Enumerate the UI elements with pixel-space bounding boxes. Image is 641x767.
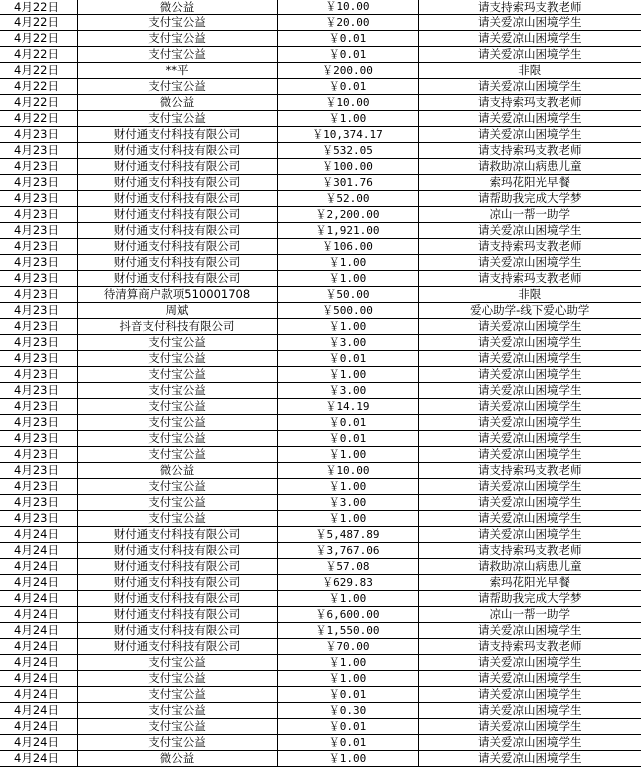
- table-row: [0, 334, 641, 350]
- amount-cell: ￥0.01: [277, 686, 418, 702]
- date-cell: 4月24日: [0, 654, 77, 670]
- amount-cell: ￥301.76: [277, 174, 418, 190]
- project-cell: 请关爱凉山困境学生: [418, 670, 641, 686]
- date-cell: 4月23日: [0, 142, 77, 158]
- payer-cell: 财付通支付科技有限公司: [77, 206, 277, 222]
- payer-cell: 支付宝公益: [77, 334, 277, 350]
- project-cell: 非限: [418, 62, 641, 78]
- table-row: [0, 318, 641, 334]
- payer-cell: 抖音支付科技有限公司: [77, 318, 277, 334]
- payer-cell: 支付宝公益: [77, 654, 277, 670]
- date-cell: 4月23日: [0, 478, 77, 494]
- payer-cell: 支付宝公益: [77, 110, 277, 126]
- date-cell: 4月23日: [0, 446, 77, 462]
- table-row: [0, 606, 641, 622]
- date-cell: 4月22日: [0, 46, 77, 62]
- project-cell: 请支持索玛支教老师: [418, 638, 641, 654]
- payer-cell: 财付通支付科技有限公司: [77, 190, 277, 206]
- project-cell: 请关爱凉山困境学生: [418, 734, 641, 750]
- payer-cell: 微公益: [77, 750, 277, 766]
- table-row: [0, 398, 641, 414]
- project-cell: 请关爱凉山困境学生: [418, 46, 641, 62]
- payer-cell: 支付宝公益: [77, 734, 277, 750]
- date-cell: 4月22日: [0, 0, 77, 14]
- project-cell: 请关爱凉山困境学生: [418, 14, 641, 30]
- table-row: [0, 206, 641, 222]
- payer-cell: 支付宝公益: [77, 382, 277, 398]
- payer-cell: 支付宝公益: [77, 414, 277, 430]
- payer-cell: 支付宝公益: [77, 30, 277, 46]
- project-cell: 请关爱凉山困境学生: [418, 334, 641, 350]
- payer-cell: 周斌: [77, 302, 277, 318]
- table-row: [0, 14, 641, 30]
- table-row: [0, 702, 641, 718]
- project-cell: 索玛花阳光早餐: [418, 174, 641, 190]
- date-cell: 4月24日: [0, 702, 77, 718]
- amount-cell: ￥1.00: [277, 590, 418, 606]
- amount-cell: ￥2,200.00: [277, 206, 418, 222]
- date-cell: 4月24日: [0, 590, 77, 606]
- payer-cell: **平: [77, 62, 277, 78]
- date-cell: 4月22日: [0, 14, 77, 30]
- date-cell: 4月23日: [0, 126, 77, 142]
- payer-cell: 支付宝公益: [77, 494, 277, 510]
- payer-cell: 财付通支付科技有限公司: [77, 526, 277, 542]
- table-row: [0, 0, 641, 14]
- project-cell: 请关爱凉山困境学生: [418, 318, 641, 334]
- table-row: [0, 750, 641, 766]
- date-cell: 4月24日: [0, 542, 77, 558]
- amount-cell: ￥0.01: [277, 350, 418, 366]
- date-cell: 4月23日: [0, 254, 77, 270]
- project-cell: 请支持索玛支教老师: [418, 94, 641, 110]
- amount-cell: ￥70.00: [277, 638, 418, 654]
- date-cell: 4月24日: [0, 686, 77, 702]
- amount-cell: ￥3.00: [277, 382, 418, 398]
- table-row: [0, 94, 641, 110]
- amount-cell: ￥1.00: [277, 510, 418, 526]
- table-row: [0, 510, 641, 526]
- date-cell: 4月22日: [0, 30, 77, 46]
- date-cell: 4月24日: [0, 670, 77, 686]
- payer-cell: 微公益: [77, 462, 277, 478]
- payer-cell: 待清算商户款项510001708: [77, 286, 277, 302]
- amount-cell: ￥52.00: [277, 190, 418, 206]
- project-cell: 请帮助我完成大学梦: [418, 590, 641, 606]
- date-cell: 4月23日: [0, 302, 77, 318]
- amount-cell: ￥106.00: [277, 238, 418, 254]
- payer-cell: 支付宝公益: [77, 46, 277, 62]
- table-row: [0, 302, 641, 318]
- amount-cell: ￥3,767.06: [277, 542, 418, 558]
- date-cell: 4月23日: [0, 462, 77, 478]
- project-cell: 请关爱凉山困境学生: [418, 126, 641, 142]
- payer-cell: 财付通支付科技有限公司: [77, 174, 277, 190]
- project-cell: 请关爱凉山困境学生: [418, 686, 641, 702]
- date-cell: 4月22日: [0, 110, 77, 126]
- amount-cell: ￥10,374.17: [277, 126, 418, 142]
- date-cell: 4月24日: [0, 606, 77, 622]
- project-cell: 请救助凉山病患儿童: [418, 158, 641, 174]
- date-cell: 4月24日: [0, 574, 77, 590]
- amount-cell: ￥10.00: [277, 0, 418, 14]
- table-row: [0, 494, 641, 510]
- payer-cell: 财付通支付科技有限公司: [77, 606, 277, 622]
- payer-cell: 支付宝公益: [77, 478, 277, 494]
- payer-cell: 财付通支付科技有限公司: [77, 542, 277, 558]
- date-cell: 4月23日: [0, 510, 77, 526]
- amount-cell: ￥1.00: [277, 254, 418, 270]
- table-row: [0, 558, 641, 574]
- payer-cell: 财付通支付科技有限公司: [77, 270, 277, 286]
- project-cell: 索玛花阳光早餐: [418, 574, 641, 590]
- payer-cell: 支付宝公益: [77, 510, 277, 526]
- table-row: [0, 670, 641, 686]
- payer-cell: 支付宝公益: [77, 686, 277, 702]
- amount-cell: ￥1,921.00: [277, 222, 418, 238]
- amount-cell: ￥1,550.00: [277, 622, 418, 638]
- project-cell: 请关爱凉山困境学生: [418, 494, 641, 510]
- project-cell: 请关爱凉山困境学生: [418, 526, 641, 542]
- date-cell: 4月23日: [0, 206, 77, 222]
- date-cell: 4月23日: [0, 174, 77, 190]
- project-cell: 请关爱凉山困境学生: [418, 78, 641, 94]
- payer-cell: 财付通支付科技有限公司: [77, 574, 277, 590]
- table-row: [0, 286, 641, 302]
- table-row: [0, 478, 641, 494]
- table-row: [0, 622, 641, 638]
- payer-cell: 微公益: [77, 0, 277, 14]
- project-cell: 请关爱凉山困境学生: [418, 30, 641, 46]
- table-row: [0, 126, 641, 142]
- payer-cell: 支付宝公益: [77, 430, 277, 446]
- project-cell: 请关爱凉山困境学生: [418, 702, 641, 718]
- date-cell: 4月23日: [0, 494, 77, 510]
- project-cell: 请支持索玛支教老师: [418, 542, 641, 558]
- amount-cell: ￥500.00: [277, 302, 418, 318]
- payer-cell: 支付宝公益: [77, 670, 277, 686]
- payer-cell: 支付宝公益: [77, 78, 277, 94]
- date-cell: 4月23日: [0, 158, 77, 174]
- project-cell: 请关爱凉山困境学生: [418, 222, 641, 238]
- project-cell: 请关爱凉山困境学生: [418, 510, 641, 526]
- project-cell: 爱心助学-线下爱心助学: [418, 302, 641, 318]
- amount-cell: ￥1.00: [277, 654, 418, 670]
- table-row: [0, 574, 641, 590]
- date-cell: 4月23日: [0, 318, 77, 334]
- payer-cell: 支付宝公益: [77, 702, 277, 718]
- table-row: [0, 734, 641, 750]
- date-cell: 4月23日: [0, 382, 77, 398]
- table-row: [0, 238, 641, 254]
- amount-cell: ￥0.01: [277, 30, 418, 46]
- project-cell: 请支持索玛支教老师: [418, 0, 641, 14]
- table-row: [0, 190, 641, 206]
- date-cell: 4月23日: [0, 334, 77, 350]
- project-cell: 请关爱凉山困境学生: [418, 366, 641, 382]
- table-row: [0, 110, 641, 126]
- amount-cell: ￥0.01: [277, 718, 418, 734]
- payer-cell: 财付通支付科技有限公司: [77, 558, 277, 574]
- date-cell: 4月24日: [0, 718, 77, 734]
- amount-cell: ￥50.00: [277, 286, 418, 302]
- date-cell: 4月22日: [0, 62, 77, 78]
- date-cell: 4月23日: [0, 190, 77, 206]
- table-row: [0, 46, 641, 62]
- payer-cell: 支付宝公益: [77, 718, 277, 734]
- project-cell: 请关爱凉山困境学生: [418, 350, 641, 366]
- project-cell: 请关爱凉山困境学生: [418, 382, 641, 398]
- amount-cell: ￥1.00: [277, 478, 418, 494]
- payer-cell: 支付宝公益: [77, 366, 277, 382]
- amount-cell: ￥532.05: [277, 142, 418, 158]
- project-cell: 请关爱凉山困境学生: [418, 430, 641, 446]
- project-cell: 请关爱凉山困境学生: [418, 718, 641, 734]
- date-cell: 4月23日: [0, 286, 77, 302]
- project-cell: 请支持索玛支教老师: [418, 142, 641, 158]
- project-cell: 请关爱凉山困境学生: [418, 414, 641, 430]
- amount-cell: ￥0.30: [277, 702, 418, 718]
- project-cell: 请支持索玛支教老师: [418, 270, 641, 286]
- project-cell: 凉山一帮一助学: [418, 606, 641, 622]
- amount-cell: ￥1.00: [277, 110, 418, 126]
- payer-cell: 财付通支付科技有限公司: [77, 158, 277, 174]
- payer-cell: 财付通支付科技有限公司: [77, 638, 277, 654]
- table-row: [0, 350, 641, 366]
- amount-cell: ￥0.01: [277, 414, 418, 430]
- project-cell: 请关爱凉山困境学生: [418, 478, 641, 494]
- table-row: [0, 430, 641, 446]
- amount-cell: ￥1.00: [277, 670, 418, 686]
- project-cell: 非限: [418, 286, 641, 302]
- amount-cell: ￥20.00: [277, 14, 418, 30]
- amount-cell: ￥0.01: [277, 430, 418, 446]
- date-cell: 4月22日: [0, 94, 77, 110]
- date-cell: 4月24日: [0, 638, 77, 654]
- table-row: [0, 30, 641, 46]
- table-row: [0, 174, 641, 190]
- amount-cell: ￥629.83: [277, 574, 418, 590]
- payer-cell: 财付通支付科技有限公司: [77, 238, 277, 254]
- date-cell: 4月24日: [0, 526, 77, 542]
- table-row: [0, 222, 641, 238]
- project-cell: 请帮助我完成大学梦: [418, 190, 641, 206]
- date-cell: 4月23日: [0, 430, 77, 446]
- payer-cell: 财付通支付科技有限公司: [77, 590, 277, 606]
- project-cell: 请关爱凉山困境学生: [418, 398, 641, 414]
- date-cell: 4月23日: [0, 350, 77, 366]
- payer-cell: 微公益: [77, 94, 277, 110]
- table-row: [0, 158, 641, 174]
- date-cell: 4月23日: [0, 366, 77, 382]
- table-row: [0, 542, 641, 558]
- table-row: [0, 270, 641, 286]
- project-cell: 请支持索玛支教老师: [418, 462, 641, 478]
- table-row: [0, 718, 641, 734]
- amount-cell: ￥0.01: [277, 46, 418, 62]
- table-row: [0, 78, 641, 94]
- project-cell: 请关爱凉山困境学生: [418, 654, 641, 670]
- table-row: [0, 654, 641, 670]
- amount-cell: ￥0.01: [277, 78, 418, 94]
- amount-cell: ￥3.00: [277, 494, 418, 510]
- payer-cell: 财付通支付科技有限公司: [77, 622, 277, 638]
- date-cell: 4月24日: [0, 558, 77, 574]
- table-row: [0, 142, 641, 158]
- amount-cell: ￥1.00: [277, 270, 418, 286]
- project-cell: 请救助凉山病患儿童: [418, 558, 641, 574]
- table-row: [0, 254, 641, 270]
- date-cell: 4月23日: [0, 270, 77, 286]
- payer-cell: 财付通支付科技有限公司: [77, 142, 277, 158]
- amount-cell: ￥100.00: [277, 158, 418, 174]
- amount-cell: ￥5,487.89: [277, 526, 418, 542]
- table-row: [0, 414, 641, 430]
- date-cell: 4月23日: [0, 238, 77, 254]
- amount-cell: ￥6,600.00: [277, 606, 418, 622]
- payer-cell: 支付宝公益: [77, 398, 277, 414]
- table-row: [0, 638, 641, 654]
- amount-cell: ￥14.19: [277, 398, 418, 414]
- amount-cell: ￥10.00: [277, 462, 418, 478]
- payer-cell: 支付宝公益: [77, 14, 277, 30]
- amount-cell: ￥1.00: [277, 318, 418, 334]
- payer-cell: 支付宝公益: [77, 350, 277, 366]
- table-row: [0, 526, 641, 542]
- date-cell: 4月24日: [0, 734, 77, 750]
- amount-cell: ￥1.00: [277, 750, 418, 766]
- amount-cell: ￥1.00: [277, 366, 418, 382]
- project-cell: 请关爱凉山困境学生: [418, 110, 641, 126]
- amount-cell: ￥57.08: [277, 558, 418, 574]
- date-cell: 4月22日: [0, 78, 77, 94]
- amount-cell: ￥10.00: [277, 94, 418, 110]
- amount-cell: ￥3.00: [277, 334, 418, 350]
- date-cell: 4月24日: [0, 622, 77, 638]
- payer-cell: 财付通支付科技有限公司: [77, 126, 277, 142]
- table-row: [0, 462, 641, 478]
- project-cell: 请关爱凉山困境学生: [418, 750, 641, 766]
- table-row: [0, 686, 641, 702]
- table-row: [0, 366, 641, 382]
- date-cell: 4月24日: [0, 750, 77, 766]
- date-cell: 4月23日: [0, 222, 77, 238]
- project-cell: 请关爱凉山困境学生: [418, 254, 641, 270]
- table-row: [0, 446, 641, 462]
- table-row: [0, 382, 641, 398]
- date-cell: 4月23日: [0, 398, 77, 414]
- amount-cell: ￥0.01: [277, 734, 418, 750]
- payer-cell: 财付通支付科技有限公司: [77, 222, 277, 238]
- amount-cell: ￥200.00: [277, 62, 418, 78]
- table-row: [0, 590, 641, 606]
- project-cell: 凉山一帮一助学: [418, 206, 641, 222]
- date-cell: 4月23日: [0, 414, 77, 430]
- amount-cell: ￥1.00: [277, 446, 418, 462]
- project-cell: 请关爱凉山困境学生: [418, 622, 641, 638]
- payer-cell: 支付宝公益: [77, 446, 277, 462]
- project-cell: 请关爱凉山困境学生: [418, 446, 641, 462]
- project-cell: 请支持索玛支教老师: [418, 238, 641, 254]
- payer-cell: 财付通支付科技有限公司: [77, 254, 277, 270]
- table-row: [0, 62, 641, 78]
